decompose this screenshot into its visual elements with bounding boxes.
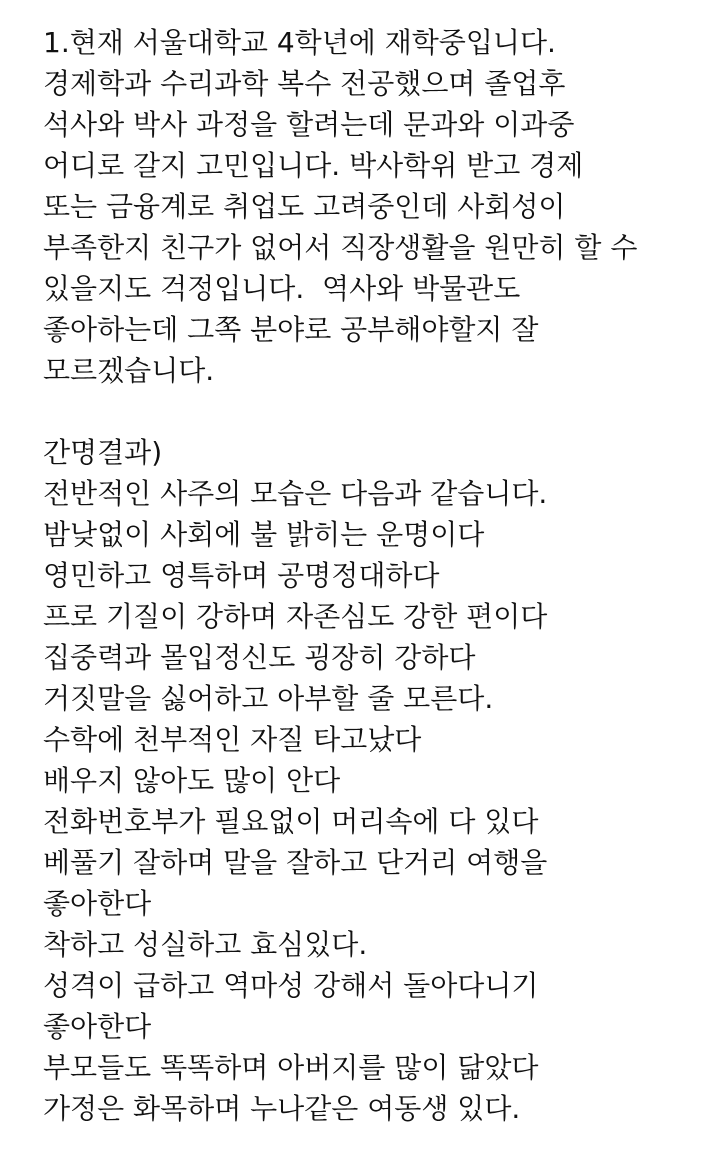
result-line: 집중력과 몰입정신도 굉장히 강하다 [43, 641, 476, 674]
result-line: 착하고 성실하고 효심있다. [43, 928, 368, 961]
question-line: 1.현재 서울대학교 4학년에 재학중입니다. [43, 26, 556, 59]
result-line: 좋아한다 [43, 887, 152, 920]
result-line: 부모들도 똑똑하며 아버지를 많이 닮았다 [43, 1051, 539, 1084]
result-line: 전반적인 사주의 모습은 다음과 같습니다. [43, 477, 548, 510]
question-section [43, 22, 708, 391]
question-line: 좋아하는데 그쪽 분야로 공부해야할지 잘 [43, 313, 539, 346]
result-line: 배우지 않아도 많이 안다 [43, 764, 341, 797]
result-line: 거짓말을 싫어하고 아부할 줄 모른다. [43, 682, 494, 715]
result-line: 전화번호부가 필요없이 머리속에 다 있다 [43, 805, 539, 838]
result-heading: 간명결과) [43, 436, 163, 469]
document-body [43, 22, 708, 1129]
question-line: 모르겠습니다. [43, 354, 215, 387]
result-line: 가정은 화목하며 누나같은 여동생 있다. [43, 1092, 521, 1125]
result-line: 수학에 천부적인 자질 타고났다 [43, 723, 422, 756]
result-line: 좋아한다 [43, 1010, 152, 1043]
question-line: 또는 금융계로 취업도 고려중인데 사회성이 [43, 190, 566, 223]
question-line: 있을지도 걱정입니다. 역사와 박물관도 [43, 272, 521, 305]
paragraph-gap [43, 391, 708, 432]
result-line: 베풀기 잘하며 말을 잘하고 단거리 여행을 [43, 846, 548, 879]
result-line: 영민하고 영특하며 공명정대하다 [43, 559, 440, 592]
result-line: 성격이 급하고 역마성 강해서 돌아다니기 [43, 969, 539, 1002]
result-line: 밤낮없이 사회에 불 밝히는 운명이다 [43, 518, 485, 551]
question-line: 어디로 갈지 고민입니다. 박사학위 받고 경제 [43, 149, 584, 182]
result-line: 프로 기질이 강하며 자존심도 강한 편이다 [43, 600, 548, 633]
question-line: 석사와 박사 과정을 할려는데 문과와 이과중 [43, 108, 575, 141]
question-line: 경제학과 수리과학 복수 전공했으며 졸업후 [43, 67, 566, 100]
result-section [43, 432, 708, 1129]
question-line: 부족한지 친구가 없어서 직장생활을 원만히 할 수 [43, 231, 638, 264]
